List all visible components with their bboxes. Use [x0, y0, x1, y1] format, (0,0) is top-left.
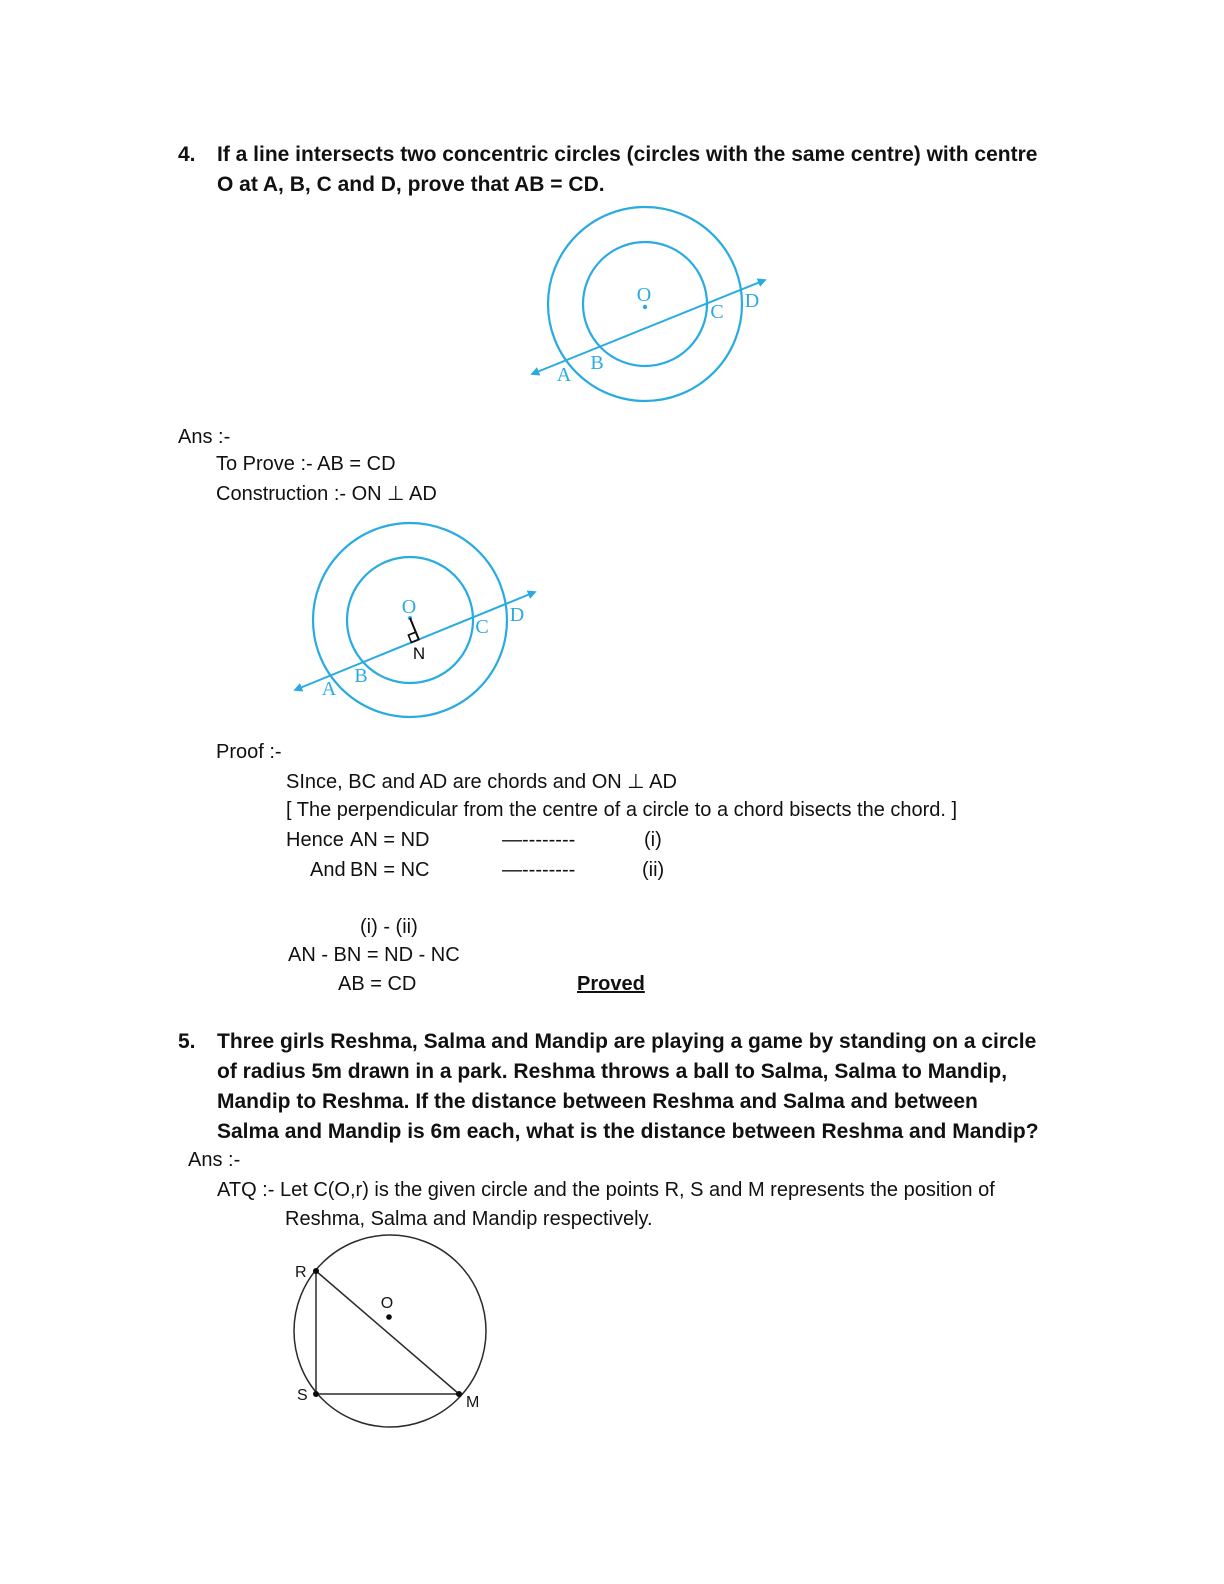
construction-line: Construction :- ON ⊥ AD: [216, 483, 437, 505]
proved-label: Proved: [577, 973, 645, 995]
equation-tag: (i): [644, 829, 662, 851]
to-prove-line: To Prove :- AB = CD: [216, 453, 396, 475]
label-point-b: B: [354, 665, 368, 687]
question-4-number: 4.: [178, 143, 196, 166]
equation-prefix: And: [310, 859, 346, 881]
equation-prefix: Hence: [286, 829, 344, 851]
equation-tag: (ii): [642, 859, 665, 881]
circle-triangle-rsm-diagram: [285, 1233, 500, 1433]
equation-dashes: —--------: [502, 829, 576, 851]
label-point-b: B: [590, 352, 604, 374]
atq-line-2: Reshma, Salma and Mandip respectively.: [285, 1208, 653, 1230]
equation-text: BN = NC: [350, 859, 430, 881]
label-point-m: M: [466, 1394, 480, 1411]
question-5-line-3: Mandip to Reshma. If the distance between Reshma and Salma and between: [217, 1090, 978, 1113]
proof-reason: [ The perpendicular from the centre of a circle to a chord bisects the chord. ]: [286, 799, 958, 821]
answer-4-label: Ans :-: [178, 426, 231, 448]
circle: [294, 1235, 486, 1427]
question-4-line-1: If a line intersects two concentric circles (circles with the same centre) with centre: [217, 143, 1038, 166]
centre-dot: [386, 1314, 392, 1320]
label-point-s: S: [297, 1387, 308, 1404]
label-centre-o: O: [636, 284, 652, 306]
concentric-circles-diagram: [520, 200, 780, 410]
question-4-line-2: O at A, B, C and D, prove that AB = CD.: [217, 173, 605, 196]
proof-statement: SInce, BC and AD are chords and ON ⊥ AD: [286, 771, 677, 793]
label-point-a: A: [321, 678, 337, 700]
point-m-dot: [456, 1391, 462, 1397]
answer-5-label: Ans :-: [188, 1149, 241, 1171]
label-point-c: C: [710, 301, 724, 323]
question-5-number: 5.: [178, 1030, 196, 1053]
atq-line-1: ATQ :- Let C(O,r) is the given circle and the points R, S and M represents the position of: [217, 1179, 995, 1201]
question-5-line-4: Salma and Mandip is 6m each, what is the distance between Reshma and Mandip?: [217, 1120, 1039, 1143]
label-centre-o: O: [401, 596, 417, 618]
question-5-line-1: Three girls Reshma, Salma and Mandip are playing a game by standing on a circle: [217, 1030, 1037, 1053]
question-5-line-2: of radius 5m drawn in a park. Reshma throws a ball to Salma, Salma to Mandip,: [217, 1060, 1008, 1083]
chord-rm: [316, 1271, 459, 1394]
concentric-circles-with-perpendicular-diagram: [285, 518, 545, 723]
proof-conclusion: AB = CD: [338, 973, 417, 995]
point-r-dot: [313, 1268, 319, 1274]
right-angle-marker: [408, 632, 418, 642]
equation-text: AN = ND: [350, 829, 430, 851]
label-point-a: A: [556, 364, 572, 386]
label-point-d: D: [744, 290, 760, 312]
label-centre-o: O: [380, 1295, 394, 1312]
label-foot-n: N: [412, 644, 426, 663]
point-s-dot: [313, 1391, 319, 1397]
proof-difference: AN - BN = ND - NC: [288, 944, 460, 966]
equation-dashes: —--------: [502, 859, 576, 881]
proof-label: Proof :-: [216, 741, 282, 763]
label-point-c: C: [475, 616, 489, 638]
label-point-r: R: [295, 1264, 307, 1281]
label-point-d: D: [509, 604, 525, 626]
proof-operation: (i) - (ii): [360, 916, 418, 938]
